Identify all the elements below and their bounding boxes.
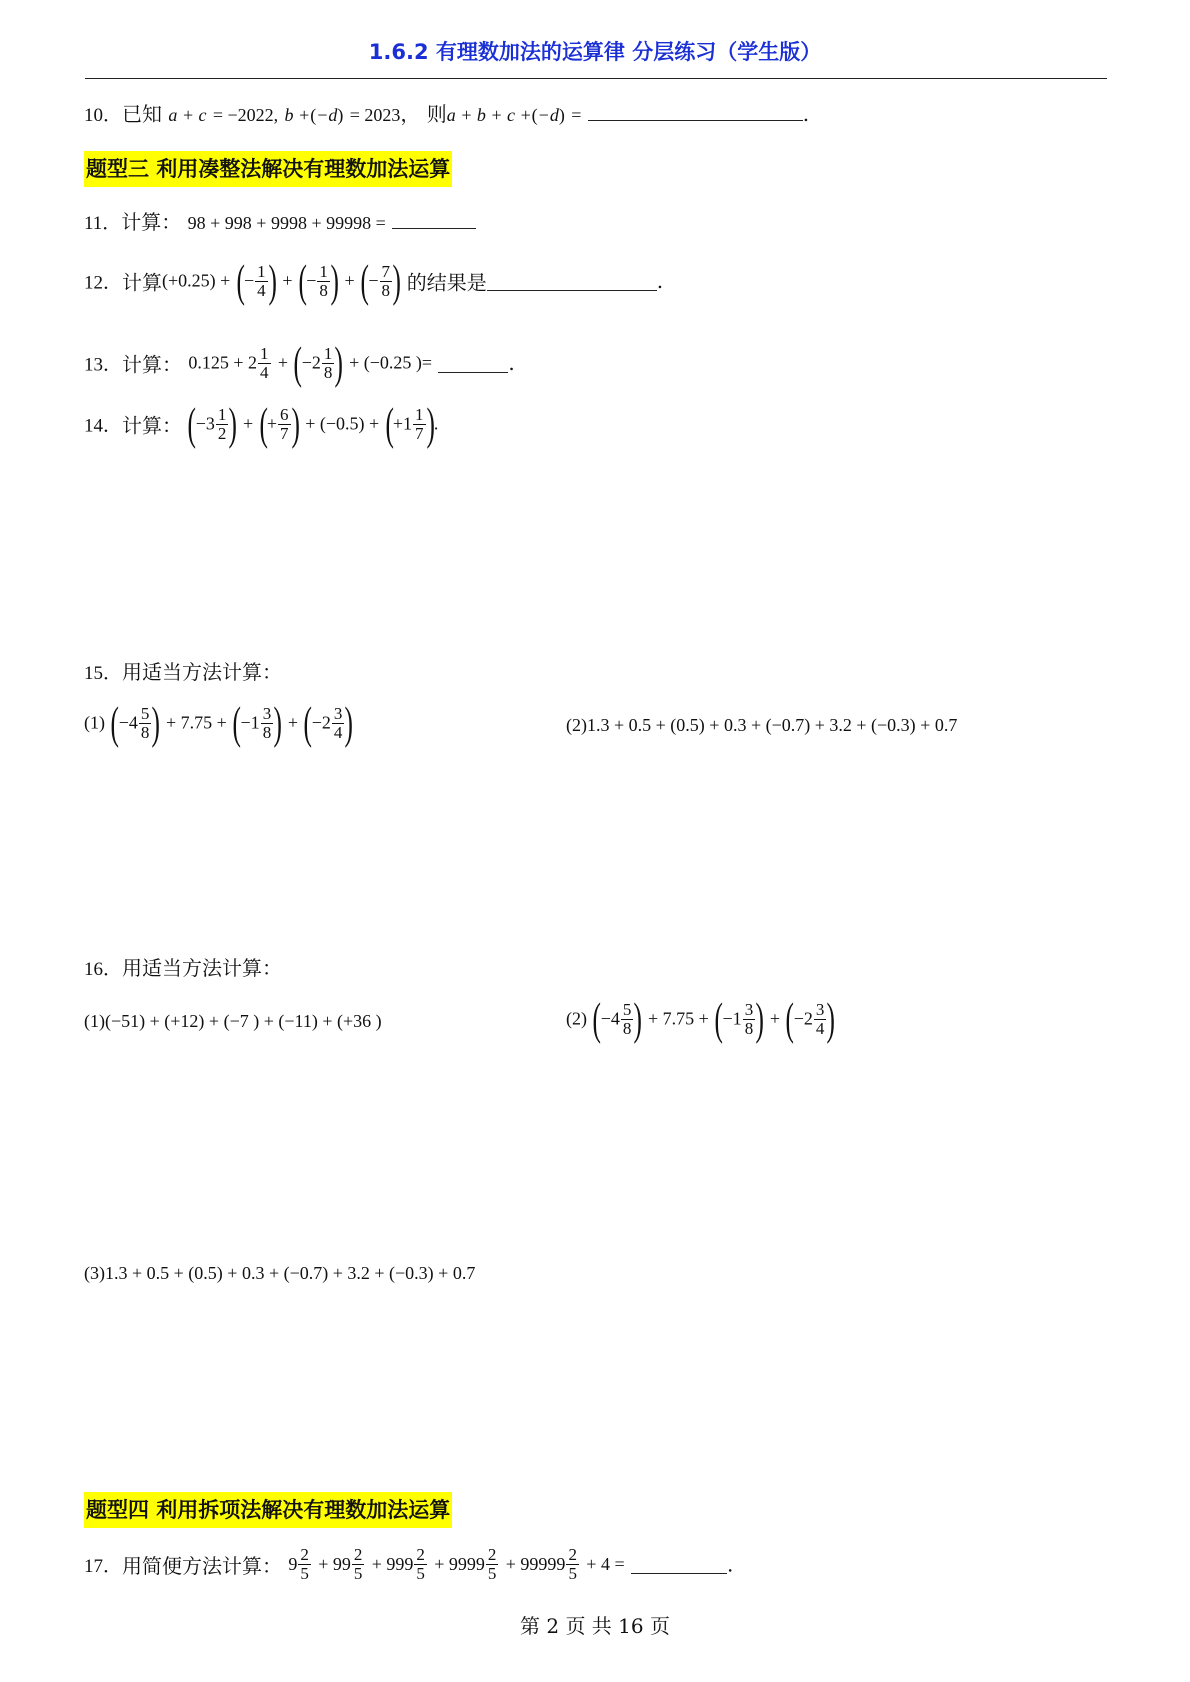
fraction: $\frac{2}{5}$: [300, 1545, 309, 1583]
question-17: [84, 1546, 733, 1583]
math-term: +: [266, 413, 278, 434]
fraction: $\frac{2}{5}$: [353, 1545, 363, 1583]
math-term: =: [571, 105, 582, 125]
math-term: −4: [600, 1008, 620, 1029]
question-number: 16．: [84, 959, 123, 980]
math-term: −d: [537, 105, 559, 125]
question-then: 则: [426, 102, 447, 126]
math-term: + 7.75 +: [166, 712, 227, 733]
answer-blank[interactable]: [487, 272, 657, 291]
math-term: 0.125 + 2: [188, 352, 258, 373]
question-lead: 已知: [122, 102, 163, 126]
part-label: (2): [566, 1008, 587, 1029]
question-lead: 计算：: [121, 210, 182, 234]
math-term: b +: [284, 105, 311, 125]
answer-blank[interactable]: [631, 1555, 727, 1574]
math-sign: −: [244, 270, 255, 291]
question-lead: 用适当方法计算：: [122, 956, 283, 980]
math-operator: +: [769, 1008, 781, 1029]
punctuation: .: [726, 1552, 734, 1577]
fraction: $\frac{3}{8}$: [744, 999, 754, 1038]
section-heading-3: 题型三 利用凑整法解决有理数加法运算: [84, 151, 452, 187]
fraction: $\frac{1}{2}$: [217, 404, 227, 443]
fraction: $\frac{1}{4}$: [257, 261, 266, 300]
question-15-part-2: [566, 712, 957, 736]
answer-blank[interactable]: [438, 354, 508, 373]
punctuation: .: [802, 102, 810, 126]
answer-blank[interactable]: [392, 210, 476, 229]
fraction: $\frac{1}{4}$: [260, 343, 269, 382]
question-14: 14．计算： (−3 $\frac{1}{2}$ ) + (+ $\frac{6}{7}$ ) + (−0.5) + (+1 $\frac{1}{7}$ ).: [84, 398, 439, 449]
math-term: + 4 =: [586, 1554, 625, 1574]
question-lead: 计算: [122, 270, 163, 295]
page-footer: 第 2 页 共 16 页: [520, 1614, 670, 1638]
question-number: 11．: [84, 213, 122, 234]
punctuation: .: [433, 413, 439, 434]
question-lead: 计算：: [122, 413, 183, 438]
math-term: a + c: [168, 105, 207, 125]
fraction: $\frac{1}{7}$: [415, 404, 424, 443]
math-sign: −: [306, 270, 317, 291]
question-number: 12．: [84, 272, 123, 294]
math-term: + 99999: [505, 1554, 566, 1574]
part-label: (3): [84, 1263, 105, 1283]
question-13: 13．计算： 0.125 + 2 $\frac{1}{4}$ + (−2 $\frac{1}{8}$ ) + (−0.25 )= .: [84, 337, 515, 388]
fraction: $\frac{1}{8}$: [323, 343, 333, 382]
math-expression: 1.3 + 0.5 + (0.5) + 0.3 + (−0.7) + 3.2 + (−0.3) + 0.7: [587, 715, 958, 735]
question-15-part-1: (1) (−4 $\frac{5}{8}$ ) + 7.75 + (−1 $\frac{3}{8}$ ) + (−2 $\frac{3}{4}$ ): [84, 697, 354, 748]
math-term: −2: [311, 712, 331, 733]
math-term: +1: [392, 413, 413, 434]
fraction: $\frac{5}{8}$: [140, 703, 150, 742]
fraction: $\frac{6}{7}$: [280, 404, 289, 443]
punctuation: .: [656, 269, 664, 293]
math-term: + 99: [318, 1554, 351, 1574]
math-term: (+0.25) +: [162, 270, 231, 291]
punctuation: .: [508, 351, 515, 375]
fraction: $\frac{5}{8}$: [622, 999, 632, 1038]
math-term: = −2022,: [212, 105, 279, 125]
section-heading-4: 题型四 利用拆项法解决有理数加法运算: [84, 1492, 452, 1528]
fraction: $\frac{3}{4}$: [815, 999, 825, 1038]
question-16-part-3: [84, 1260, 475, 1284]
math-term: + 7.75 +: [648, 1008, 709, 1029]
question-16-part-1: [84, 1008, 382, 1032]
fraction: $\frac{2}{5}$: [487, 1545, 497, 1583]
fraction: $\frac{2}{5}$: [416, 1545, 425, 1583]
math-term: −1: [240, 712, 260, 733]
question-11: [84, 206, 476, 235]
math-term: = 2023: [349, 105, 401, 125]
math-expression: 1.3 + 0.5 + (0.5) + 0.3 + (−0.7) + 3.2 + (−0.3) + 0.7: [105, 1263, 476, 1283]
math-expression: (−51) + (+12) + (−7 ) + (−11) + (+36 ): [105, 1011, 382, 1031]
question-lead: 用简便方法计算：: [122, 1554, 283, 1578]
math-operator: +: [282, 270, 293, 291]
math-term: + (−0.25 )=: [349, 352, 433, 373]
math-term: 9: [288, 1554, 298, 1574]
fraction: $\frac{3}{4}$: [333, 703, 343, 742]
question-number: 10．: [84, 105, 123, 126]
math-term: + (−0.5) +: [305, 413, 380, 434]
question-number: 13．: [84, 354, 123, 376]
math-term: −2: [301, 352, 321, 373]
question-lead: 计算：: [122, 352, 183, 377]
fraction: $\frac{1}{8}$: [319, 261, 328, 300]
question-number: 17．: [84, 1556, 123, 1577]
math-operator: +: [243, 413, 254, 434]
math-operator: +: [344, 270, 355, 291]
math-term: −3: [195, 413, 215, 434]
question-15: [84, 656, 282, 685]
question-number: 15．: [84, 663, 123, 684]
fraction: $\frac{2}{5}$: [568, 1545, 577, 1583]
fraction: $\frac{3}{8}$: [262, 703, 272, 742]
answer-blank[interactable]: [588, 102, 803, 121]
question-12: 12．计算(+0.25) + (− $\frac{1}{4}$ ) + (− $\frac{1}{8}$ ) + (− $\frac{7}{8}$ ) 的结果是 .: [84, 255, 664, 306]
math-term: −2: [793, 1008, 813, 1029]
question-16: [84, 952, 282, 981]
punctuation: ，: [400, 102, 421, 126]
page-header-title: 1.6.2 有理数加法的运算律 分层练习（学生版）: [368, 40, 822, 64]
math-term: + 999: [371, 1554, 414, 1574]
math-term: −1: [722, 1008, 742, 1029]
math-term: + 9999: [434, 1554, 485, 1574]
question-tail: 的结果是: [406, 270, 487, 295]
question-number: 14．: [84, 415, 123, 437]
fraction: $\frac{7}{8}$: [381, 261, 391, 300]
math-term: −d: [316, 105, 338, 125]
part-label: (1): [84, 1011, 105, 1031]
math-operator: +: [287, 712, 299, 733]
math-expression: 98 + 998 + 9998 + 99998 =: [187, 213, 386, 233]
part-label: (1): [84, 712, 105, 733]
question-16-part-2: (2) (−4 $\frac{5}{8}$ ) + 7.75 + (−1 $\frac{3}{8}$ ) + (−2 $\frac{3}{4}$ ): [566, 993, 836, 1044]
header-divider: [85, 78, 1107, 79]
math-term: a + b + c +: [446, 105, 532, 125]
question-10: 10．已知 a + c = −2022, b +(−d) = 2023， 则a + b + c +(−d) = .: [84, 102, 810, 126]
question-lead: 用适当方法计算：: [122, 660, 283, 684]
math-term: −4: [118, 712, 138, 733]
math-operator: +: [277, 352, 289, 373]
part-label: (2): [566, 715, 587, 735]
math-sign: −: [368, 270, 379, 291]
